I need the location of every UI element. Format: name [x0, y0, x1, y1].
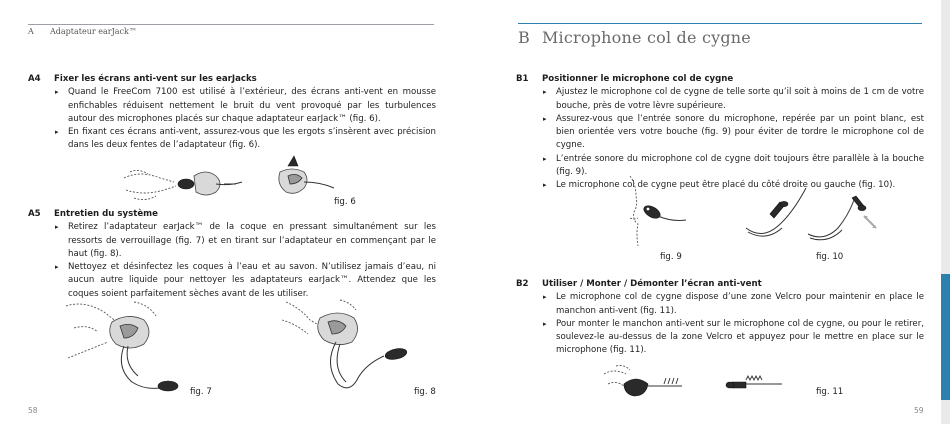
bullet-item: [516, 291, 924, 318]
chapter-rule: [518, 23, 922, 24]
section-number: A5: [28, 209, 41, 219]
chapter-tab-strip: [941, 0, 950, 424]
bullet-text: Le microphone col de cygne peut être placé du côté droite ou gauche (fig. 10).: [556, 180, 896, 191]
bullet-text: L’entrée sonore du microphone col de cygne doit toujours être parallèle à la bouche (fig. 9).: [556, 153, 924, 178]
section-title: Utiliser / Monter / Démonter l’écran anti-vent: [542, 279, 762, 289]
bullet-text: Retirez l’adaptateur earJack™ de la coque en pressant simultanément sur les ressorts de verrouillage (fig. 7) et en tirant sur l’adaptateur en commençant par le haut (fig. 8).: [68, 222, 436, 259]
fig7-caption: fig. 7: [190, 387, 212, 397]
bullet-text: Pour monter le manchon anti-vent sur le microphone col de cygne, ou pour le retirer, soulevez-le au-dessus de la zone Velcro et appuyez pour le mettre en place sur le microphone (fig. 11).: [556, 318, 924, 356]
fig6-illustration: [120, 160, 370, 210]
bullet-text: Assurez-vous que l’entrée sonore du microphone, repérée par un point blanc, est bien orientée vers votre bouche (fig. 9) pour éviter de tordre le microphone col de cygne.: [556, 113, 924, 151]
section-b2: [516, 278, 924, 358]
fig11-caption: fig. 11: [816, 387, 844, 397]
bullet-item: [28, 221, 436, 261]
page-number: 58: [28, 406, 38, 415]
fig9-caption: fig. 9: [660, 252, 682, 262]
section-title: Positionner le microphone col de cygne: [542, 74, 734, 84]
bullet-icon: ▸: [543, 181, 547, 190]
section-heading: [28, 73, 436, 86]
bullet-item: [516, 113, 924, 153]
bullet-text: En fixant ces écrans anti-vent, assurez-vous que les ergots s’insèrent avec précision dans les deux fentes de l’adaptateur (fig. 6).: [68, 127, 436, 151]
fig9-illustration: [628, 176, 708, 256]
fig11-illustration: [602, 364, 822, 404]
left-page: [0, 0, 470, 424]
bullet-item: [516, 153, 924, 180]
right-page: [478, 0, 950, 424]
bullet-item: [28, 126, 436, 153]
section-a4: [28, 73, 436, 153]
fig10-illustration: [744, 180, 884, 250]
fig8-illustration: [280, 298, 430, 398]
bullet-list: [516, 291, 924, 357]
fig6-caption: fig. 6: [334, 197, 356, 207]
section-heading: [516, 278, 924, 291]
bullet-item: [516, 318, 924, 358]
page-number: 59: [914, 406, 924, 415]
running-header: [28, 27, 137, 36]
chapter-tab: [941, 202, 950, 275]
bullet-list: [28, 221, 436, 301]
bullet-icon: ▸: [55, 263, 59, 272]
section-title: Fixer les écrans anti-vent sur les earJacks: [54, 74, 257, 84]
bullet-text: Nettoyez et désinfectez les coques à l’eau et au savon. N’utilisez jamais d’eau, ni aucun autre liquide pour nettoyer les adaptateurs earJack™. Attendez que les coques soient parfaitement sèches avant de les utiliser.: [68, 262, 436, 299]
header-letter: A: [28, 27, 34, 36]
bullet-icon: ▸: [55, 223, 59, 232]
bullet-text: Ajustez le microphone col de cygne de telle sorte qu’il soit à moins de 1 cm de votre bouche, près de votre lèvre supérieure.: [556, 87, 924, 111]
chapter-tab-active: [941, 274, 950, 400]
chapter-letter: B: [518, 28, 530, 47]
fig10-caption: fig. 10: [816, 252, 844, 262]
chapter-title: [518, 28, 751, 47]
chapter-tab: [941, 60, 950, 131]
section-number: B2: [516, 279, 529, 289]
section-heading: [516, 73, 924, 86]
chapter-tab: [941, 400, 950, 425]
bullet-text: Le microphone col de cygne dispose d’une zone Velcro pour maintenir en place le manchon anti-vent (fig. 11).: [556, 292, 924, 316]
bullet-icon: ▸: [543, 154, 547, 163]
section-heading: [28, 208, 436, 221]
bullet-item: [516, 86, 924, 113]
chapter-tab: [941, 130, 950, 203]
bullet-icon: ▸: [543, 114, 547, 123]
section-number: B1: [516, 74, 529, 84]
header-title: Adaptateur earJack™: [50, 27, 137, 36]
bullet-list: [516, 86, 924, 192]
fig8-caption: fig. 8: [414, 387, 436, 397]
section-number: A4: [28, 74, 41, 84]
section-title: Entretien du système: [54, 209, 158, 219]
chapter-title-text: Microphone col de cygne: [541, 28, 751, 47]
bullet-item: [28, 261, 436, 301]
section-b1: [516, 73, 924, 193]
bullet-text: Quand le FreeCom 7100 est utilisé à l’extérieur, des écrans anti-vent en mousse enfichables réduisent nettement le bruit du vent provoqué par les turbulences autour des microphones placés sur chaque adaptateur earJack™ (fig. 6).: [68, 87, 436, 124]
chapter-tab: [941, 0, 950, 61]
bullet-icon: ▸: [543, 319, 547, 328]
header-rule: [28, 24, 434, 25]
bullet-icon: ▸: [55, 88, 59, 97]
bullet-icon: ▸: [543, 88, 547, 97]
bullet-icon: ▸: [543, 293, 547, 302]
bullet-item: [28, 86, 436, 126]
section-a5: [28, 208, 436, 301]
bullet-icon: ▸: [55, 128, 59, 137]
bullet-list: [28, 86, 436, 152]
fig7-illustration: [64, 298, 194, 398]
